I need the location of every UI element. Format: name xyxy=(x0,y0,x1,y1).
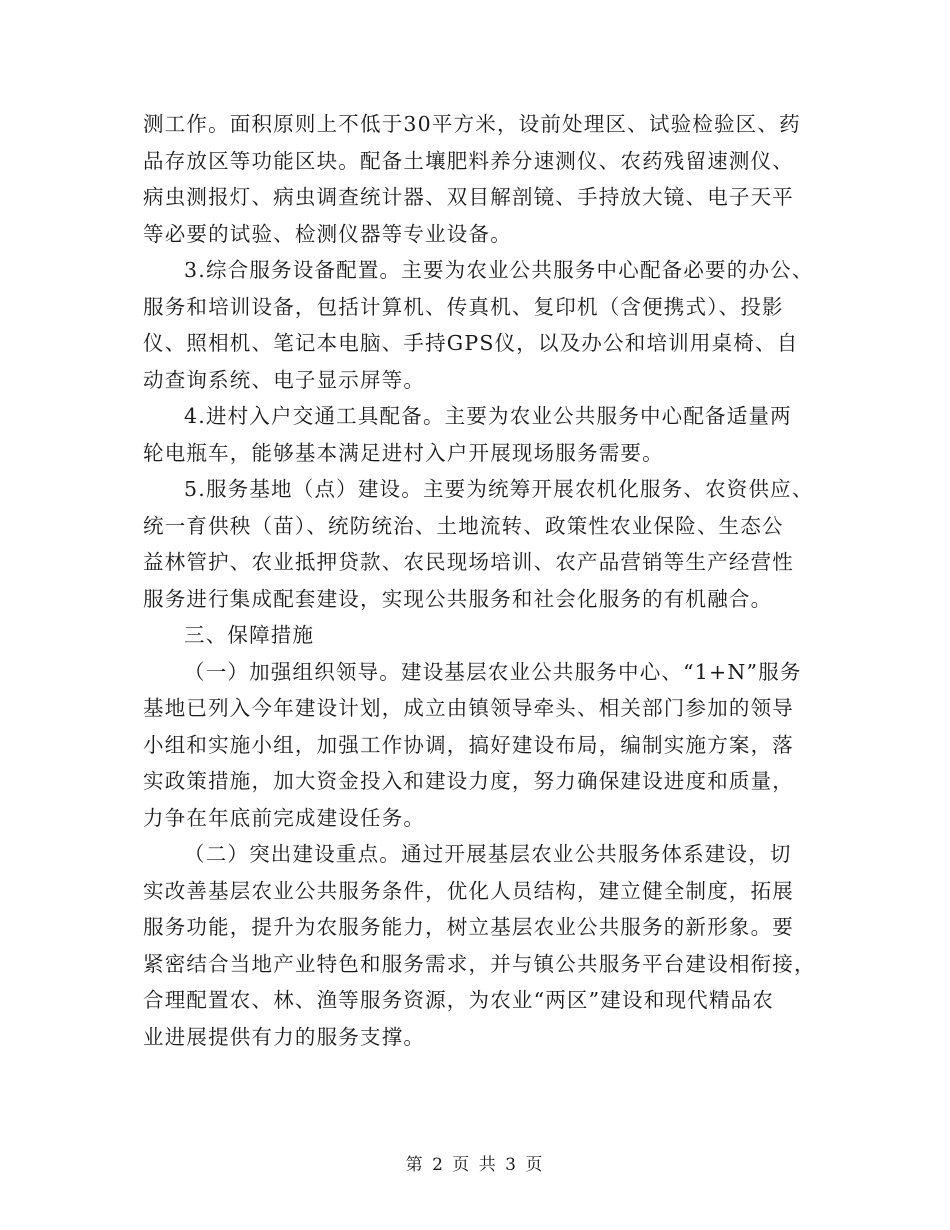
paragraph-start: 4.进村入户交通工具配备。主要为农业公共服务中心配备适量两 xyxy=(184,404,792,428)
text-line: 测工作。面积原则上不低于30平方米，设前处理区、试验检验区、药 xyxy=(143,112,801,136)
text-line: 益林管护、农业抵押贷款、农民现场培训、农产品营销等生产经营性 xyxy=(143,550,794,574)
paragraph-start: （一）加强组织领导。建设基层农业公共服务中心、“1+N”服务 xyxy=(184,659,802,684)
text-line: 服务进行集成配套建设，实现公共服务和社会化服务的有机融合。 xyxy=(143,586,773,611)
paragraph-start: 3.综合服务设备配置。主要为农业公共服务中心配备必要的办公、 xyxy=(184,258,814,282)
document-body xyxy=(143,106,816,1055)
text-line: 基地已列入今年建设计划，成立由镇领导牵头、相关部门参加的领导 xyxy=(143,696,794,720)
text-line: 病虫测报灯、病虫调查统计器、双目解剖镜、手持放大镜、电子天平 xyxy=(143,185,794,209)
text-line: 实政策措施，加大资金投入和建设力度，努力确保建设进度和质量， xyxy=(143,769,794,793)
paragraph-start: （二）突出建设重点。通过开展基层农业公共服务体系建设，切 xyxy=(184,842,792,866)
text-line: 实改善基层农业公共服务条件，优化人员结构，建立健全制度，拓展 xyxy=(143,878,794,903)
text-line: 小组和实施小组，加强工作协调，搞好建设布局，编制实施方案，落 xyxy=(143,732,794,757)
paragraph-start: 5.服务基地（点）建设。主要为统筹开展农机化服务、农资供应、 xyxy=(184,477,814,501)
text-line: 轮电瓶车，能够基本满足进村入户开展现场服务需要。 xyxy=(143,440,664,465)
text-line: 等必要的试验、检测仪器等专业设备。 xyxy=(143,221,512,246)
section-heading: 三、保障措施 xyxy=(184,623,315,647)
text-line: 合理配置农、林、渔等服务资源，为农业“两区”建设和现代精品农 xyxy=(143,988,774,1012)
text-line: 品存放区等功能区块。配备土壤肥料养分速测仪、农药残留速测仪、 xyxy=(143,148,794,173)
text-line: 服务和培训设备，包括计算机、传真机、复印机（含便携式）、投影 xyxy=(143,294,784,319)
page-footer: 第 2 页 共 3 页 xyxy=(405,1155,545,1175)
text-line: 紧密结合当地产业特色和服务需求，并与镇公共服务平台建设相衔接， xyxy=(143,951,816,976)
text-line: 动查询系统、电子显示屏等。 xyxy=(143,367,426,392)
text-line: 统一育供秧（苗）、统防统治、土地流转、政策性农业保险、生态公 xyxy=(143,513,784,538)
text-line: 仪、照相机、笔记本电脑、手持GPS仪，以及办公和培训用桌椅、自 xyxy=(143,331,799,355)
text-line: 力争在年底前完成建设任务。 xyxy=(143,805,426,830)
text-line: 服务功能，提升为农服务能力，树立基层农业公共服务的新形象。要 xyxy=(143,915,794,939)
text-line: 业进展提供有力的服务支撑。 xyxy=(143,1024,426,1049)
